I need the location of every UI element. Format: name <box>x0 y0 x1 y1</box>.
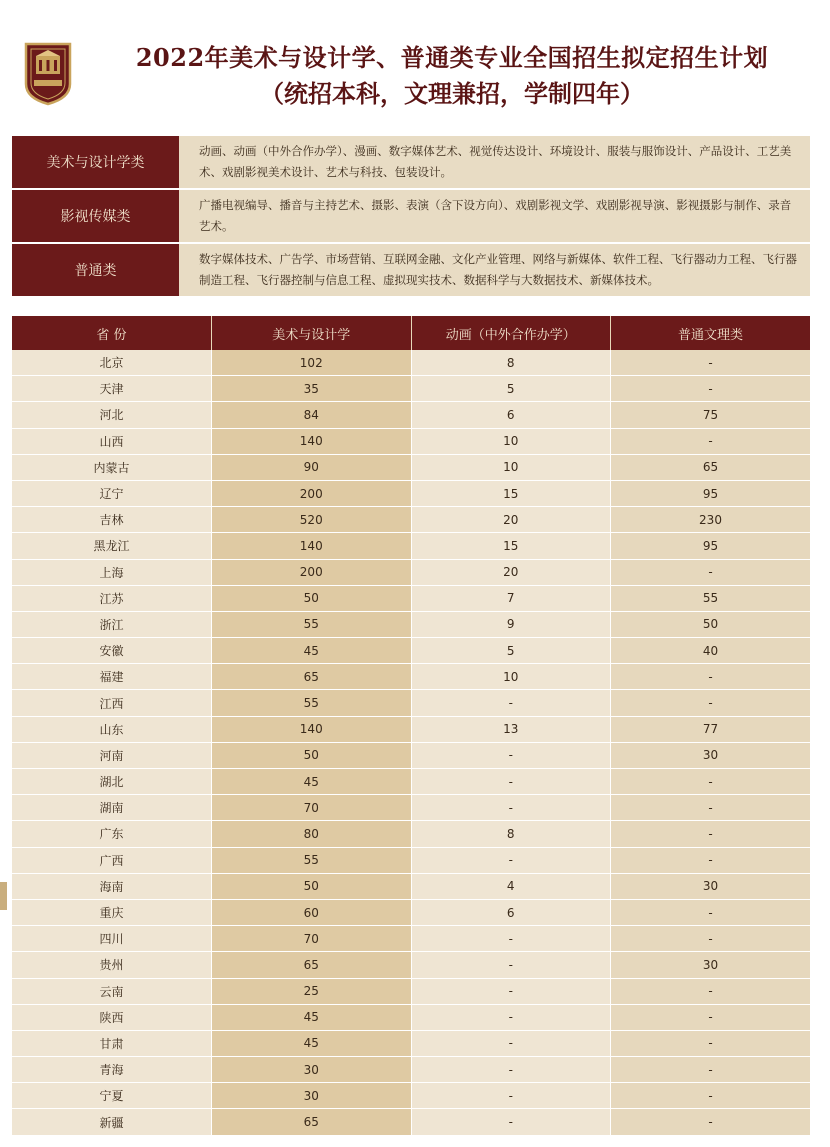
province-cell: 北京 <box>12 350 212 376</box>
animation-coop-cell: - <box>411 1004 611 1030</box>
general-cell: - <box>611 978 811 1004</box>
table-row <box>12 1083 810 1109</box>
province-cell: 河北 <box>12 402 212 428</box>
column-header-art-design: 美术与设计学 <box>212 316 412 350</box>
table-row <box>12 742 810 768</box>
art-design-cell: 45 <box>212 1004 412 1030</box>
general-cell: 30 <box>611 742 811 768</box>
animation-coop-cell: 8 <box>411 350 611 376</box>
art-design-cell: 50 <box>212 742 412 768</box>
animation-coop-cell: - <box>411 1057 611 1083</box>
art-design-cell: 50 <box>212 873 412 899</box>
table-row <box>12 1057 810 1083</box>
province-cell: 天津 <box>12 376 212 402</box>
general-cell: 50 <box>611 611 811 637</box>
animation-coop-cell: 7 <box>411 585 611 611</box>
table-row <box>12 926 810 952</box>
province-cell: 浙江 <box>12 611 212 637</box>
art-design-cell: 55 <box>212 847 412 873</box>
category-list <box>12 136 810 298</box>
province-cell: 云南 <box>12 978 212 1004</box>
table-row <box>12 716 810 742</box>
province-cell: 江苏 <box>12 585 212 611</box>
general-cell: 30 <box>611 873 811 899</box>
province-cell: 内蒙古 <box>12 454 212 480</box>
province-cell: 江西 <box>12 690 212 716</box>
table-row <box>12 847 810 873</box>
animation-coop-cell: - <box>411 1083 611 1109</box>
animation-coop-cell: 15 <box>411 533 611 559</box>
art-design-cell: 35 <box>212 376 412 402</box>
province-cell: 宁夏 <box>12 1083 212 1109</box>
animation-coop-cell: 5 <box>411 638 611 664</box>
province-cell: 湖南 <box>12 795 212 821</box>
table-row <box>12 611 810 637</box>
animation-coop-cell: 20 <box>411 507 611 533</box>
animation-coop-cell: 9 <box>411 611 611 637</box>
art-design-cell: 140 <box>212 428 412 454</box>
art-design-cell: 200 <box>212 559 412 585</box>
general-cell: - <box>611 1083 811 1109</box>
category-row <box>12 244 810 296</box>
art-design-cell: 65 <box>212 952 412 978</box>
category-row <box>12 136 810 188</box>
table-row <box>12 638 810 664</box>
province-cell: 福建 <box>12 664 212 690</box>
province-cell: 辽宁 <box>12 480 212 506</box>
animation-coop-cell: 20 <box>411 559 611 585</box>
table-row <box>12 952 810 978</box>
art-design-cell: 30 <box>212 1083 412 1109</box>
province-cell: 四川 <box>12 926 212 952</box>
animation-coop-cell: - <box>411 690 611 716</box>
category-row <box>12 190 810 242</box>
table-row <box>12 533 810 559</box>
table-row <box>12 664 810 690</box>
animation-coop-cell: 13 <box>411 716 611 742</box>
province-cell: 青海 <box>12 1057 212 1083</box>
animation-coop-cell: 10 <box>411 664 611 690</box>
art-design-cell: 70 <box>212 926 412 952</box>
page-title <box>82 40 822 112</box>
general-cell: 230 <box>611 507 811 533</box>
table-row <box>12 978 810 1004</box>
art-design-cell: 50 <box>212 585 412 611</box>
table-row <box>12 1109 810 1135</box>
animation-coop-cell: - <box>411 1030 611 1056</box>
table-row <box>12 559 810 585</box>
animation-coop-cell: 6 <box>411 402 611 428</box>
animation-coop-cell: 10 <box>411 454 611 480</box>
art-design-cell: 45 <box>212 1030 412 1056</box>
side-marker <box>0 882 7 910</box>
general-cell: - <box>611 1004 811 1030</box>
table-row <box>12 507 810 533</box>
province-cell: 广西 <box>12 847 212 873</box>
animation-coop-cell: - <box>411 795 611 821</box>
table-row <box>12 899 810 925</box>
table-row <box>12 585 810 611</box>
art-design-cell: 65 <box>212 1109 412 1135</box>
province-cell: 上海 <box>12 559 212 585</box>
table-row <box>12 821 810 847</box>
category-label: 影视传媒类 <box>12 190 179 242</box>
column-header-general: 普通文理类 <box>611 316 811 350</box>
category-label: 美术与设计学类 <box>12 136 179 188</box>
table-row <box>12 402 810 428</box>
province-cell: 河南 <box>12 742 212 768</box>
general-cell: - <box>611 376 811 402</box>
general-cell: - <box>611 821 811 847</box>
art-design-cell: 84 <box>212 402 412 428</box>
animation-coop-cell: - <box>411 847 611 873</box>
art-design-cell: 140 <box>212 533 412 559</box>
province-cell: 重庆 <box>12 899 212 925</box>
table-row <box>12 1004 810 1030</box>
province-cell: 吉林 <box>12 507 212 533</box>
column-header-animation-coop: 动画（中外合作办学） <box>411 316 611 350</box>
art-design-cell: 30 <box>212 1057 412 1083</box>
enrollment-table <box>12 316 810 1136</box>
animation-coop-cell: - <box>411 952 611 978</box>
table-row <box>12 873 810 899</box>
general-cell: 95 <box>611 533 811 559</box>
province-cell: 新疆 <box>12 1109 212 1135</box>
general-cell: 95 <box>611 480 811 506</box>
category-description: 动画、动画（中外合作办学）、漫画、数字媒体艺术、视觉传达设计、环境设计、服装与服饰设计、产品设计、工艺美术、戏剧影视美术设计、艺术与科技、包装设计。 <box>179 136 810 188</box>
art-design-cell: 55 <box>212 690 412 716</box>
title-line-2: （统招本科，文理兼招，学制四年） <box>260 79 644 108</box>
general-cell: - <box>611 350 811 376</box>
table-row <box>12 769 810 795</box>
art-design-cell: 45 <box>212 769 412 795</box>
province-cell: 甘肃 <box>12 1030 212 1056</box>
category-label: 普通类 <box>12 244 179 296</box>
art-design-cell: 65 <box>212 664 412 690</box>
general-cell: 65 <box>611 454 811 480</box>
animation-coop-cell: 15 <box>411 480 611 506</box>
province-cell: 黑龙江 <box>12 533 212 559</box>
table-row <box>12 795 810 821</box>
art-design-cell: 45 <box>212 638 412 664</box>
animation-coop-cell: - <box>411 1109 611 1135</box>
general-cell: - <box>611 899 811 925</box>
province-cell: 湖北 <box>12 769 212 795</box>
animation-coop-cell: 8 <box>411 821 611 847</box>
art-design-cell: 90 <box>212 454 412 480</box>
animation-coop-cell: - <box>411 742 611 768</box>
general-cell: 77 <box>611 716 811 742</box>
general-cell: 30 <box>611 952 811 978</box>
university-seal-icon <box>22 40 74 106</box>
table-row <box>12 376 810 402</box>
general-cell: - <box>611 926 811 952</box>
province-cell: 山西 <box>12 428 212 454</box>
province-cell: 陕西 <box>12 1004 212 1030</box>
general-cell: - <box>611 559 811 585</box>
general-cell: - <box>611 1109 811 1135</box>
province-cell: 安徽 <box>12 638 212 664</box>
general-cell: - <box>611 795 811 821</box>
title-line-1: 2022年美术与设计学、普通类专业全国招生拟定招生计划 <box>135 43 769 72</box>
table-row <box>12 1030 810 1056</box>
art-design-cell: 102 <box>212 350 412 376</box>
table-header-row <box>12 316 810 350</box>
table-row <box>12 350 810 376</box>
category-description: 广播电视编导、播音与主持艺术、摄影、表演（含下设方向）、戏剧影视文学、戏剧影视导演、影视摄影与制作、录音艺术。 <box>179 190 810 242</box>
art-design-cell: 55 <box>212 611 412 637</box>
general-cell: - <box>611 664 811 690</box>
province-cell: 山东 <box>12 716 212 742</box>
table-row <box>12 454 810 480</box>
animation-coop-cell: - <box>411 978 611 1004</box>
general-cell: - <box>611 690 811 716</box>
art-design-cell: 25 <box>212 978 412 1004</box>
animation-coop-cell: 5 <box>411 376 611 402</box>
general-cell: 75 <box>611 402 811 428</box>
general-cell: - <box>611 847 811 873</box>
general-cell: 55 <box>611 585 811 611</box>
animation-coop-cell: 10 <box>411 428 611 454</box>
general-cell: - <box>611 1057 811 1083</box>
animation-coop-cell: - <box>411 769 611 795</box>
art-design-cell: 200 <box>212 480 412 506</box>
province-cell: 海南 <box>12 873 212 899</box>
province-cell: 贵州 <box>12 952 212 978</box>
general-cell: - <box>611 428 811 454</box>
province-cell: 广东 <box>12 821 212 847</box>
art-design-cell: 520 <box>212 507 412 533</box>
art-design-cell: 80 <box>212 821 412 847</box>
general-cell: 40 <box>611 638 811 664</box>
art-design-cell: 70 <box>212 795 412 821</box>
general-cell: - <box>611 769 811 795</box>
table-row <box>12 690 810 716</box>
category-description: 数字媒体技术、广告学、市场营销、互联网金融、文化产业管理、网络与新媒体、软件工程、飞行器动力工程、飞行器制造工程、飞行器控制与信息工程、虚拟现实技术、数据科学与大数据技术、新媒体技术。 <box>179 244 810 296</box>
table-row <box>12 480 810 506</box>
art-design-cell: 140 <box>212 716 412 742</box>
art-design-cell: 60 <box>212 899 412 925</box>
table-row <box>12 428 810 454</box>
animation-coop-cell: 4 <box>411 873 611 899</box>
column-header-province: 省 份 <box>12 316 212 350</box>
animation-coop-cell: 6 <box>411 899 611 925</box>
animation-coop-cell: - <box>411 926 611 952</box>
general-cell: - <box>611 1030 811 1056</box>
